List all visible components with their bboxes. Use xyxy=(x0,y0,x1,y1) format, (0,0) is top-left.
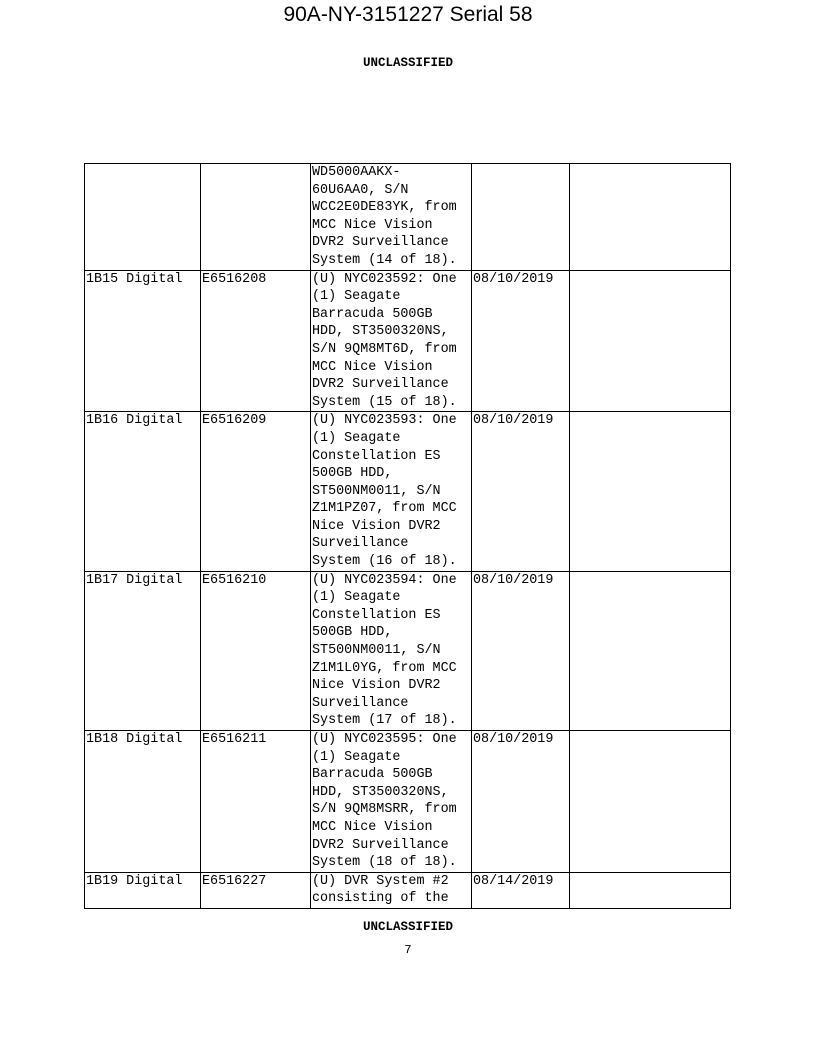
item-cell xyxy=(85,164,201,271)
notes-cell xyxy=(570,270,731,412)
notes-cell xyxy=(570,731,731,873)
date-cell: 08/14/2019 xyxy=(472,872,570,908)
evidence-id-cell: E6516210 xyxy=(201,571,311,730)
table-row xyxy=(85,164,731,271)
description-cell: (U) NYC023592: One (1) Seagate Barracuda 500GB HDD, ST3500320NS, S/N 9QM8MT6D, from MCC Nice Vision DVR2 Surveillance System (15 of 18). xyxy=(311,270,472,412)
item-cell: 1B19 Digital xyxy=(85,872,201,908)
evidence-id-cell: E6516208 xyxy=(201,270,311,412)
date-cell xyxy=(472,164,570,271)
table-row xyxy=(85,270,731,412)
evidence-id-cell: E6516209 xyxy=(201,412,311,571)
description-cell: (U) NYC023593: One (1) Seagate Constellation ES 500GB HDD, ST500NM0011, S/N Z1M1PZ07, from MCC Nice Vision DVR2 Surveillance System (16 of 18). xyxy=(311,412,472,571)
notes-cell xyxy=(570,872,731,908)
evidence-id-cell: E6516227 xyxy=(201,872,311,908)
notes-cell xyxy=(570,412,731,571)
table-row xyxy=(85,872,731,908)
item-cell: 1B17 Digital xyxy=(85,571,201,730)
date-cell: 08/10/2019 xyxy=(472,412,570,571)
description-cell: WD5000AAKX- 60U6AA0, S/N WCC2E0DE83YK, from MCC Nice Vision DVR2 Surveillance System (14 of 18). xyxy=(311,164,472,271)
table-row xyxy=(85,571,731,730)
classification-marking-top: UNCLASSIFIED xyxy=(362,56,453,70)
date-cell: 08/10/2019 xyxy=(472,571,570,730)
table-row xyxy=(85,731,731,873)
evidence-id-cell: E6516211 xyxy=(201,731,311,873)
description-cell: (U) DVR System #2 consisting of the xyxy=(311,872,472,908)
description-cell: (U) NYC023595: One (1) Seagate Barracuda 500GB HDD, ST3500320NS, S/N 9QM8MSRR, from MCC Nice Vision DVR2 Surveillance System (18 of 18). xyxy=(311,731,472,873)
evidence-id-cell xyxy=(201,164,311,271)
evidence-table xyxy=(84,163,731,909)
item-cell: 1B15 Digital xyxy=(85,270,201,412)
table-row xyxy=(85,412,731,571)
date-cell: 08/10/2019 xyxy=(472,731,570,873)
item-cell: 1B16 Digital xyxy=(85,412,201,571)
page-number: 7 xyxy=(404,943,412,957)
classification-marking-bottom: UNCLASSIFIED xyxy=(362,920,453,934)
item-cell: 1B18 Digital xyxy=(85,731,201,873)
date-cell: 08/10/2019 xyxy=(472,270,570,412)
document-serial-title: 90A-NY-3151227 Serial 58 xyxy=(283,3,533,26)
notes-cell xyxy=(570,571,731,730)
notes-cell xyxy=(570,164,731,271)
description-cell: (U) NYC023594: One (1) Seagate Constellation ES 500GB HDD, ST500NM0011, S/N Z1M1L0YG, from MCC Nice Vision DVR2 Surveillance System (17 of 18). xyxy=(311,571,472,730)
